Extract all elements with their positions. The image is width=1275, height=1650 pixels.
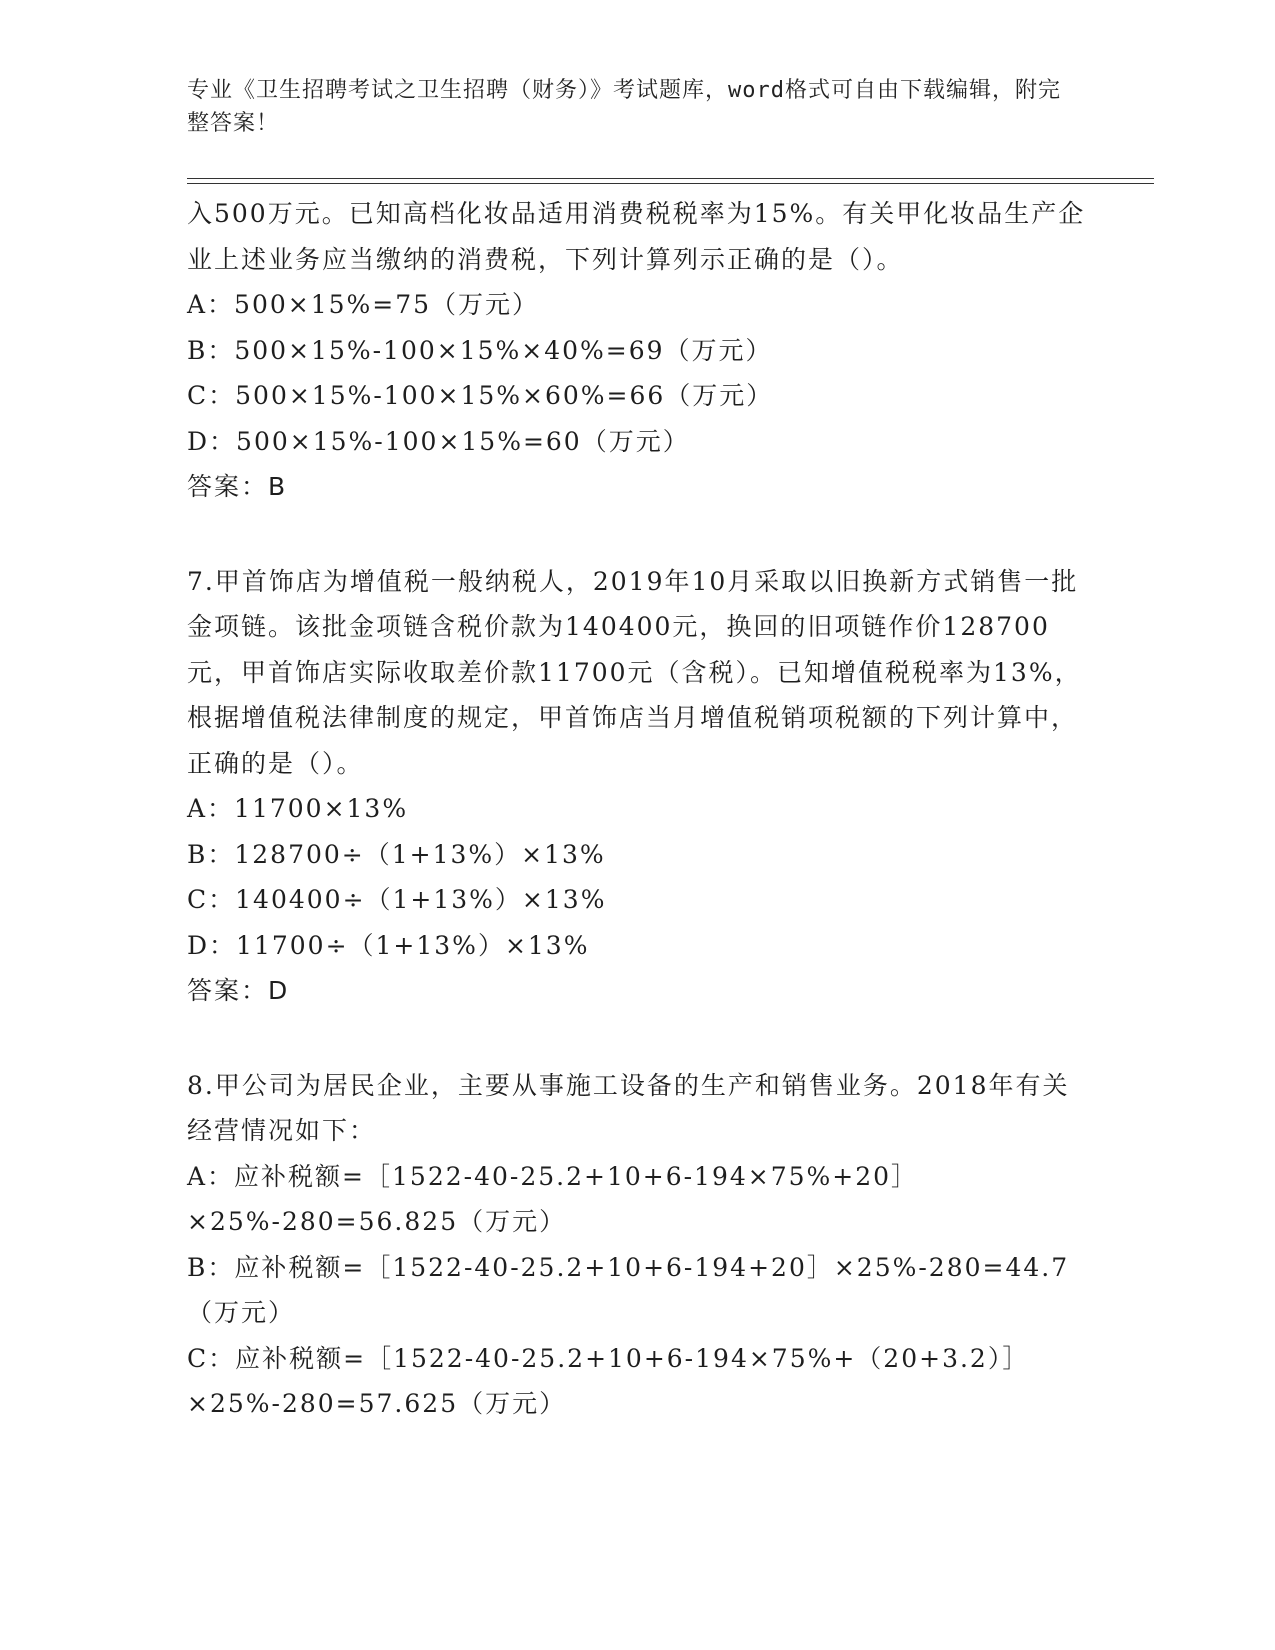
question-7 xyxy=(187,559,1087,1014)
question-text: 8.甲公司为居民企业，主要从事施工设备的生产和销售业务。2018年有关经营情况如下： xyxy=(187,1070,1070,1145)
option-c: C：应补税额=［1522-40-25.2+10+6-194×75%+（20+3.2）］×25%-280=57.625（万元） xyxy=(187,1343,1030,1418)
option-b: B：128700÷（1+13%）×13% xyxy=(187,839,606,869)
option-b: B：应补税额=［1522-40-25.2+10+6-194+20］×25%-280=44.7（万元） xyxy=(187,1252,1070,1327)
option-a: A：500×15%=75（万元） xyxy=(187,290,540,319)
option-c: C：140400÷（1+13%）×13% xyxy=(187,885,607,914)
document-body xyxy=(187,191,1087,1427)
question-6-continued xyxy=(187,191,1087,510)
option-b: B：500×15%-100×15%×40%=69（万元） xyxy=(187,335,773,365)
header-divider-top xyxy=(187,178,1154,179)
answer-line: 答案：D xyxy=(187,976,290,1005)
question-8 xyxy=(187,1063,1087,1427)
document-header: 专业《卫生招聘考试之卫生招聘（财务）》考试题库，word格式可自由下载编辑，附完整答案！ xyxy=(187,78,1061,136)
header-divider-bottom xyxy=(187,183,1154,184)
option-d: D：11700÷（1+13%）×13% xyxy=(187,930,590,960)
option-a: A：11700×13% xyxy=(187,794,409,823)
option-d: D：500×15%-100×15%=60（万元） xyxy=(187,426,690,456)
option-c: C：500×15%-100×15%×60%=66（万元） xyxy=(187,381,774,410)
question-text: 7.甲首饰店为增值税一般纳税人，2019年10月采取以旧换新方式销售一批金项链。该批金项链含税价款为140400元，换回的旧项链作价128700元，甲首饰店实际收取差价款11700元（含税）。已知增值税税率为13%，根据增值税法律制度的规定，甲首饰店当月增值税销项税额的下列计算中，正确的是（）。 xyxy=(187,566,1082,778)
question-text: 入500万元。已知高档化妆品适用消费税税率为15%。有关甲化妆品生产企业上述业务应当缴纳的消费税，下列计算列示正确的是（）。 xyxy=(187,199,1086,274)
answer-line: 答案：B xyxy=(187,472,288,501)
option-a: A：应补税额=［1522-40-25.2+10+6-194×75%+20］×25%-280=56.825（万元） xyxy=(187,1161,919,1236)
